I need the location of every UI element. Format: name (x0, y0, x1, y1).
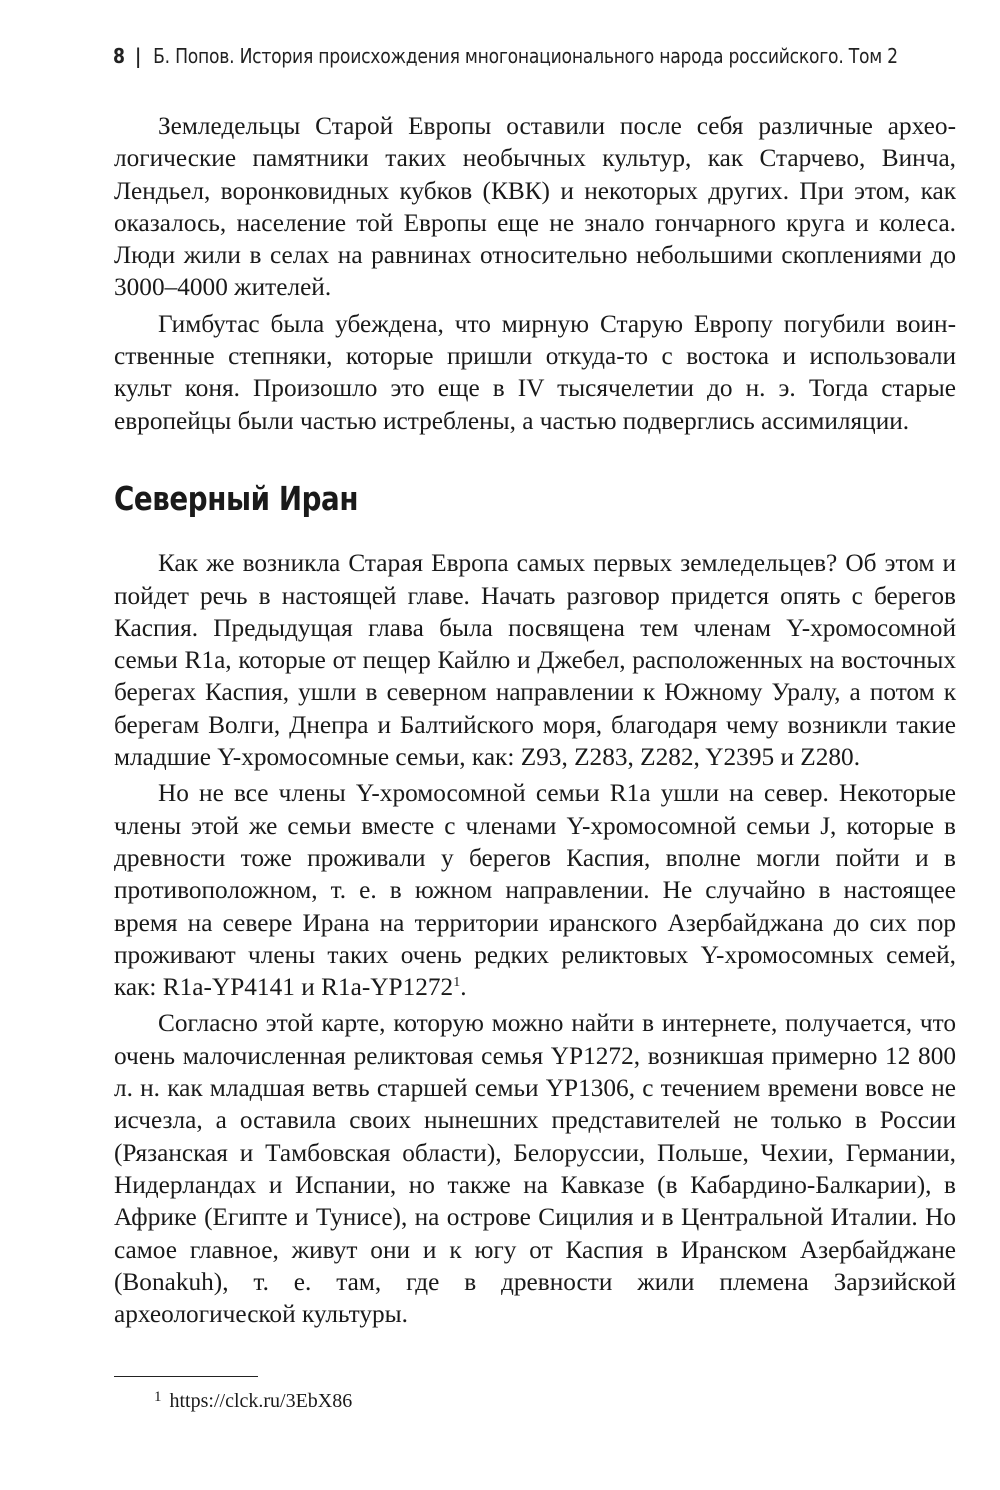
footnote-link[interactable]: https://clck.ru/3EbX86 (169, 1390, 353, 1412)
footnote-reference[interactable]: 1 (453, 975, 461, 991)
paragraph-5: Согласно этой карте, которую можно найти в интернете, получается, что очень малочисленная реликтовая семья YP1272, возникшая примерно 12 800 л. н. как младшая ветвь старшей семьи YP1306, с течением времени вовсе не исчезла, а оставила своих нынешних представителей не только в России (Рязанская и Тамбовская области), Белоруссии, Польше, Чехии, Германии, Нидерландах и Испании, но также на Кавказе (в Кабардино-Балкарии), в Африке (Египте и Тунисе), на острове Сицилия и в Центральной Италии. Но самое главное, живут они и к югу от Каспия в Иранском Азербайджане (Bonakuh), т. е. там, где в древности жили племена Зарзийской археологической культуры. (114, 1009, 956, 1329)
paragraph-1: Земледельцы Старой Европы оставили после себя различные археологические памятники таких необычных культур, как Старчево, Винча, Лендьел, воронковидных кубков (КВК) и некоторых других. При этом, как оказалось, население той Европы еще не знало гончарного круга и колеса. Люди жили в селах на равнинах относительно небольшими скоплениями до 3000–4000 жителей. (114, 112, 956, 302)
paragraph-3: Как же возникла Старая Европа самых первых земледельцев? Об этом и пойдет речь в настоящей главе. Начать разговор придется опять с берегов Каспия. Предыдущая глава была посвящена тем членам Y-хромосомной семьи R1a, которые от пещер Кайлю и Джебел, расположенных на восточных берегах Каспия, ушли в северном направлении к Южному Уралу, а потом к берегам Волги, Днепра и Балтийского моря, благодаря чему возникли такие младшие Y-хромосомные семьи, как: Z93, Z283, Z282, Y2395 и Z280. (114, 549, 956, 772)
paragraph-4-text: Но не все члены Y-хромосомной семьи R1a ушли на север. Некоторые члены этой же семьи вместе с членами Y-хромосомной семьи J, которые в древности тоже проживали у берегов Каспия, вполне могли пойти и в противоположном, т. е. в южном направлении. Не случайно в настоящее время на севере Ирана на территории иранского Азербайджана до сих пор проживают члены таких очень редких реликтовых Y-хромосомных семей, как: R1a-YP4141 и R1a-YP1272 (114, 779, 956, 1002)
paragraph-4 (114, 777, 956, 1003)
running-header (113, 44, 898, 68)
footnote (154, 1384, 352, 1414)
footnote-divider (114, 1376, 258, 1377)
page-number: 8 (113, 44, 125, 68)
footnote-mark: 1 (154, 1389, 162, 1405)
paragraph-2: Гимбутас была убеждена, что мирную Старую Европу погубили воинственные степняки, которые пришли откуда-то с востока и использовали культ коня. Произошло это еще в IV тысячелетии до н. э. Тогда старые европейцы были частью истреблены, а частью подверглись ассимиляции. (114, 309, 956, 435)
section-heading: Северный Иран (114, 478, 359, 518)
running-title: Б. Попов. История происхождения многонационального народа российского. Том 2 (153, 44, 898, 68)
header-separator: | (135, 44, 142, 68)
page-body (114, 110, 956, 1334)
paragraph-4-end: . (460, 973, 467, 1002)
